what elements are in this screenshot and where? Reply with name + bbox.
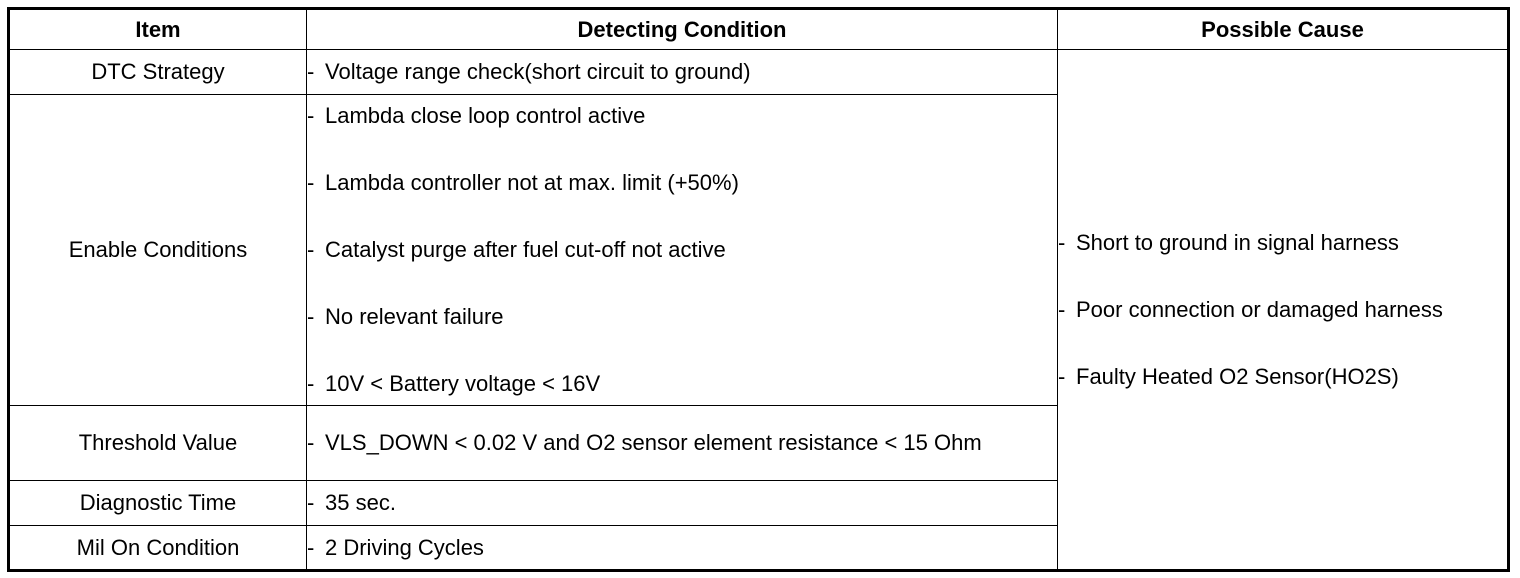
cause-item: - Poor connection or damaged harness — [1058, 295, 1507, 325]
header-row — [9, 9, 1509, 50]
condition-text: 10V < Battery voltage < 16V — [325, 371, 601, 396]
header-possible-cause: Possible Cause — [1058, 9, 1509, 50]
item-threshold-value: Threshold Value — [9, 406, 307, 481]
item-diagnostic-time: Diagnostic Time — [9, 481, 307, 526]
condition-cell: - VLS_DOWN < 0.02 V and O2 sensor element resistance < 15 Ohm — [307, 406, 1058, 481]
cause-item: - Short to ground in signal harness — [1058, 228, 1507, 258]
header-detecting-condition: Detecting Condition — [307, 9, 1058, 50]
condition-cell: - Lambda close loop control active - Lambda controller not at max. limit (+50%) - Catalyst purge after fuel cut-off not active - No relevant failure - 10V < Battery voltage < 16V — [307, 95, 1058, 406]
header-item: Item — [9, 9, 307, 50]
condition-text: Catalyst purge after fuel cut-off not active — [325, 237, 726, 262]
condition-cell: - 2 Driving Cycles — [307, 526, 1058, 571]
item-mil-on-condition: Mil On Condition — [9, 526, 307, 571]
condition-cell: - 35 sec. — [307, 481, 1058, 526]
item-enable-conditions: Enable Conditions — [9, 95, 307, 406]
condition-text: 35 sec. — [325, 490, 396, 515]
condition-text: Lambda controller not at max. limit (+50%) — [325, 170, 739, 195]
cause-item: - Faulty Heated O2 Sensor(HO2S) — [1058, 362, 1507, 392]
condition-cell: - Voltage range check(short circuit to ground) — [307, 50, 1058, 95]
condition-text: VLS_DOWN < 0.02 V and O2 sensor element resistance < 15 Ohm — [325, 430, 982, 455]
condition-text: No relevant failure — [325, 304, 504, 329]
condition-text: Voltage range check(short circuit to ground) — [325, 59, 751, 84]
table-row — [9, 50, 1509, 95]
cause-text: Short to ground in signal harness — [1076, 229, 1399, 255]
possible-cause-cell — [1058, 50, 1509, 571]
item-dtc-strategy: DTC Strategy — [9, 50, 307, 95]
condition-text: 2 Driving Cycles — [325, 534, 484, 560]
cause-text: Poor connection or damaged harness — [1076, 296, 1443, 322]
cause-text: Faulty Heated O2 Sensor(HO2S) — [1076, 363, 1399, 389]
dtc-spec-table — [7, 7, 1510, 572]
condition-text: Lambda close loop control active — [325, 103, 646, 128]
